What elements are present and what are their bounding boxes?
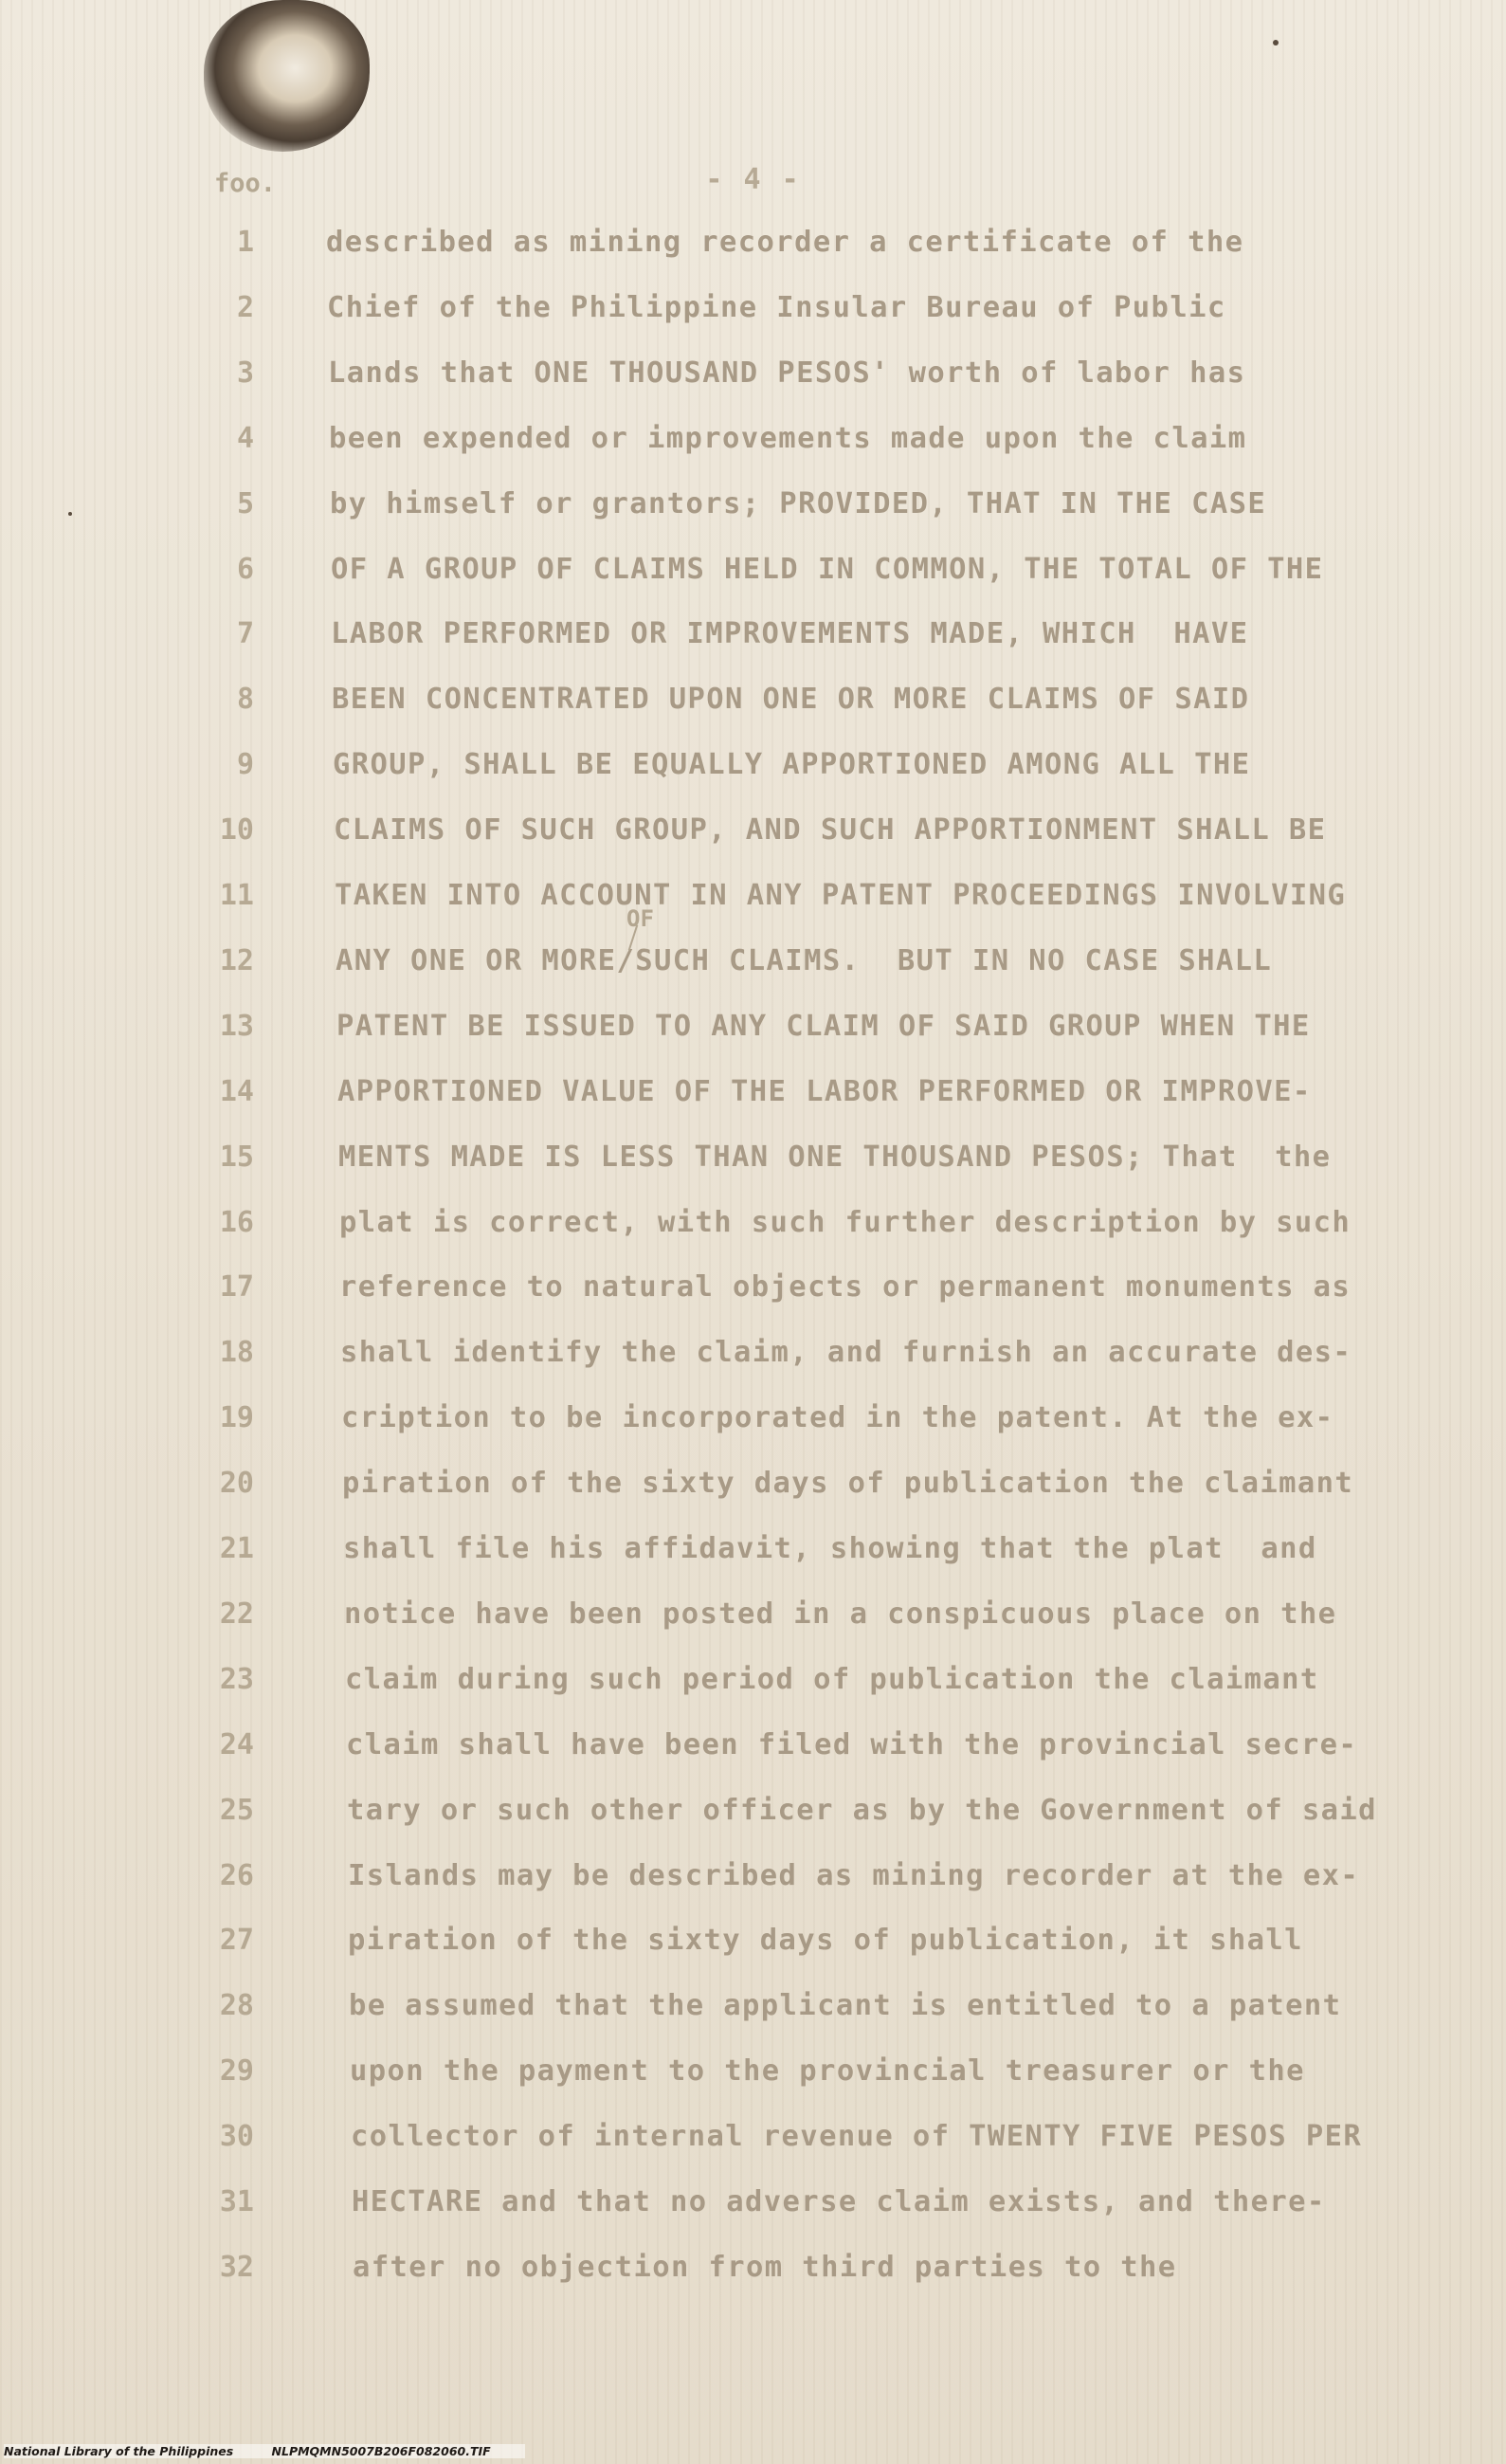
- burn-mark: [204, 0, 370, 152]
- text-line: piration of the sixty days of publication, it shall: [348, 1924, 1303, 1957]
- line-number: 11: [219, 879, 254, 912]
- text-line: GROUP, SHALL BE EQUALLY APPORTIONED AMONG ALL THE: [333, 748, 1251, 781]
- interlinear-insertion: OF: [626, 905, 654, 932]
- line-number: 9: [236, 748, 254, 781]
- text-line: BEEN CONCENTRATED UPON ONE OR MORE CLAIMS OF SAID: [332, 683, 1250, 716]
- text-line: claim during such period of publication the claimant: [345, 1663, 1319, 1696]
- text-line: MENTS MADE IS LESS THAN ONE THOUSAND PESOS; That the: [338, 1141, 1332, 1174]
- line-number: 20: [219, 1467, 254, 1500]
- line-number: 30: [219, 2120, 254, 2153]
- text-line: upon the payment to the provincial treasurer or the: [350, 2054, 1305, 2088]
- text-line: OF A GROUP OF CLAIMS HELD IN COMMON, THE TOTAL OF THE: [331, 553, 1324, 586]
- text-line: HECTARE and that no adverse claim exists, and there-: [352, 2185, 1326, 2218]
- line-number: 28: [219, 1989, 254, 2022]
- line-number: 15: [219, 1141, 254, 1174]
- footer-file-name: NLPMQMN5007B206F082060.TIF: [271, 2444, 491, 2458]
- line-number: 17: [219, 1270, 254, 1304]
- text-line: CLAIMS OF SUCH GROUP, AND SUCH APPORTIONMENT SHALL BE: [334, 813, 1327, 847]
- line-number: 12: [219, 944, 254, 977]
- line-number: 31: [219, 2185, 254, 2218]
- text-line: Lands that ONE THOUSAND PESOS' worth of labor has: [328, 356, 1246, 390]
- line-number: 22: [219, 1597, 254, 1631]
- line-number: 18: [219, 1336, 254, 1369]
- text-line: shall file his affidavit, showing that the plat and: [343, 1532, 1317, 1565]
- line-number: 13: [219, 1010, 254, 1043]
- text-line: PATENT BE ISSUED TO ANY CLAIM OF SAID GROUP WHEN THE: [336, 1010, 1311, 1043]
- line-number: 8: [236, 683, 254, 716]
- text-line: collector of internal revenue of TWENTY FIVE PESOS PER: [351, 2120, 1363, 2153]
- line-number: 29: [219, 2054, 254, 2088]
- text-line: tary or such other officer as by the Government of said: [347, 1794, 1377, 1827]
- text-line: cription to be incorporated in the patent. At the ex-: [341, 1401, 1334, 1434]
- text-line: ANY ONE OR MORE/SUCH CLAIMS. BUT IN NO CASE SHALL: [336, 944, 1273, 977]
- line-number: 14: [219, 1075, 254, 1108]
- text-line: be assumed that the applicant is entitled to a patent: [349, 1989, 1342, 2022]
- text-line: LABOR PERFORMED OR IMPROVEMENTS MADE, WHICH HAVE: [331, 617, 1249, 650]
- text-line: Chief of the Philippine Insular Bureau of Public: [327, 291, 1226, 324]
- scan-footer: [4, 2444, 525, 2458]
- footer-institution: National Library of the Philippines: [4, 2444, 234, 2458]
- ink-speck: [1273, 40, 1279, 46]
- text-line: by himself or grantors; PROVIDED, THAT IN THE CASE: [330, 487, 1267, 520]
- text-line: APPORTIONED VALUE OF THE LABOR PERFORMED OR IMPROVE-: [337, 1075, 1312, 1108]
- line-number: 3: [236, 356, 254, 390]
- line-number: 24: [219, 1728, 254, 1761]
- line-number: 5: [236, 487, 254, 520]
- text-line: plat is correct, with such further description by such: [339, 1206, 1352, 1239]
- line-number: 19: [219, 1401, 254, 1434]
- line-number: 10: [219, 813, 254, 847]
- line-number: 32: [219, 2251, 254, 2284]
- line-number: 16: [219, 1206, 254, 1239]
- text-line: TAKEN INTO ACCOUNT IN ANY PATENT PROCEEDINGS INVOLVING: [335, 879, 1347, 912]
- text-line: Islands may be described as mining recorder at the ex-: [348, 1859, 1360, 1892]
- text-line: been expended or improvements made upon the claim: [329, 422, 1247, 455]
- line-number: 2: [236, 291, 254, 324]
- line-number: 26: [219, 1859, 254, 1892]
- ink-speck: [68, 512, 72, 516]
- line-number: 4: [236, 422, 254, 455]
- text-line: shall identify the claim, and furnish an accurate des-: [340, 1336, 1352, 1369]
- page-number: - 4 -: [705, 163, 801, 196]
- text-line: claim shall have been filed with the provincial secre-: [346, 1728, 1358, 1761]
- text-line: described as mining recorder a certificate of the: [326, 226, 1244, 259]
- text-line: after no objection from third parties to the: [353, 2251, 1177, 2284]
- line-number: 25: [219, 1794, 254, 1827]
- line-number-column-heading: foo.: [214, 169, 277, 198]
- text-line: reference to natural objects or permanent monuments as: [339, 1270, 1352, 1304]
- line-number: 6: [236, 553, 254, 586]
- text-line: piration of the sixty days of publication the claimant: [342, 1467, 1354, 1500]
- text-line: notice have been posted in a conspicuous place on the: [344, 1597, 1337, 1631]
- line-number: 27: [219, 1924, 254, 1957]
- line-number: 23: [219, 1663, 254, 1696]
- line-number: 7: [236, 617, 254, 650]
- line-number: 21: [219, 1532, 254, 1565]
- line-number: 1: [236, 226, 254, 259]
